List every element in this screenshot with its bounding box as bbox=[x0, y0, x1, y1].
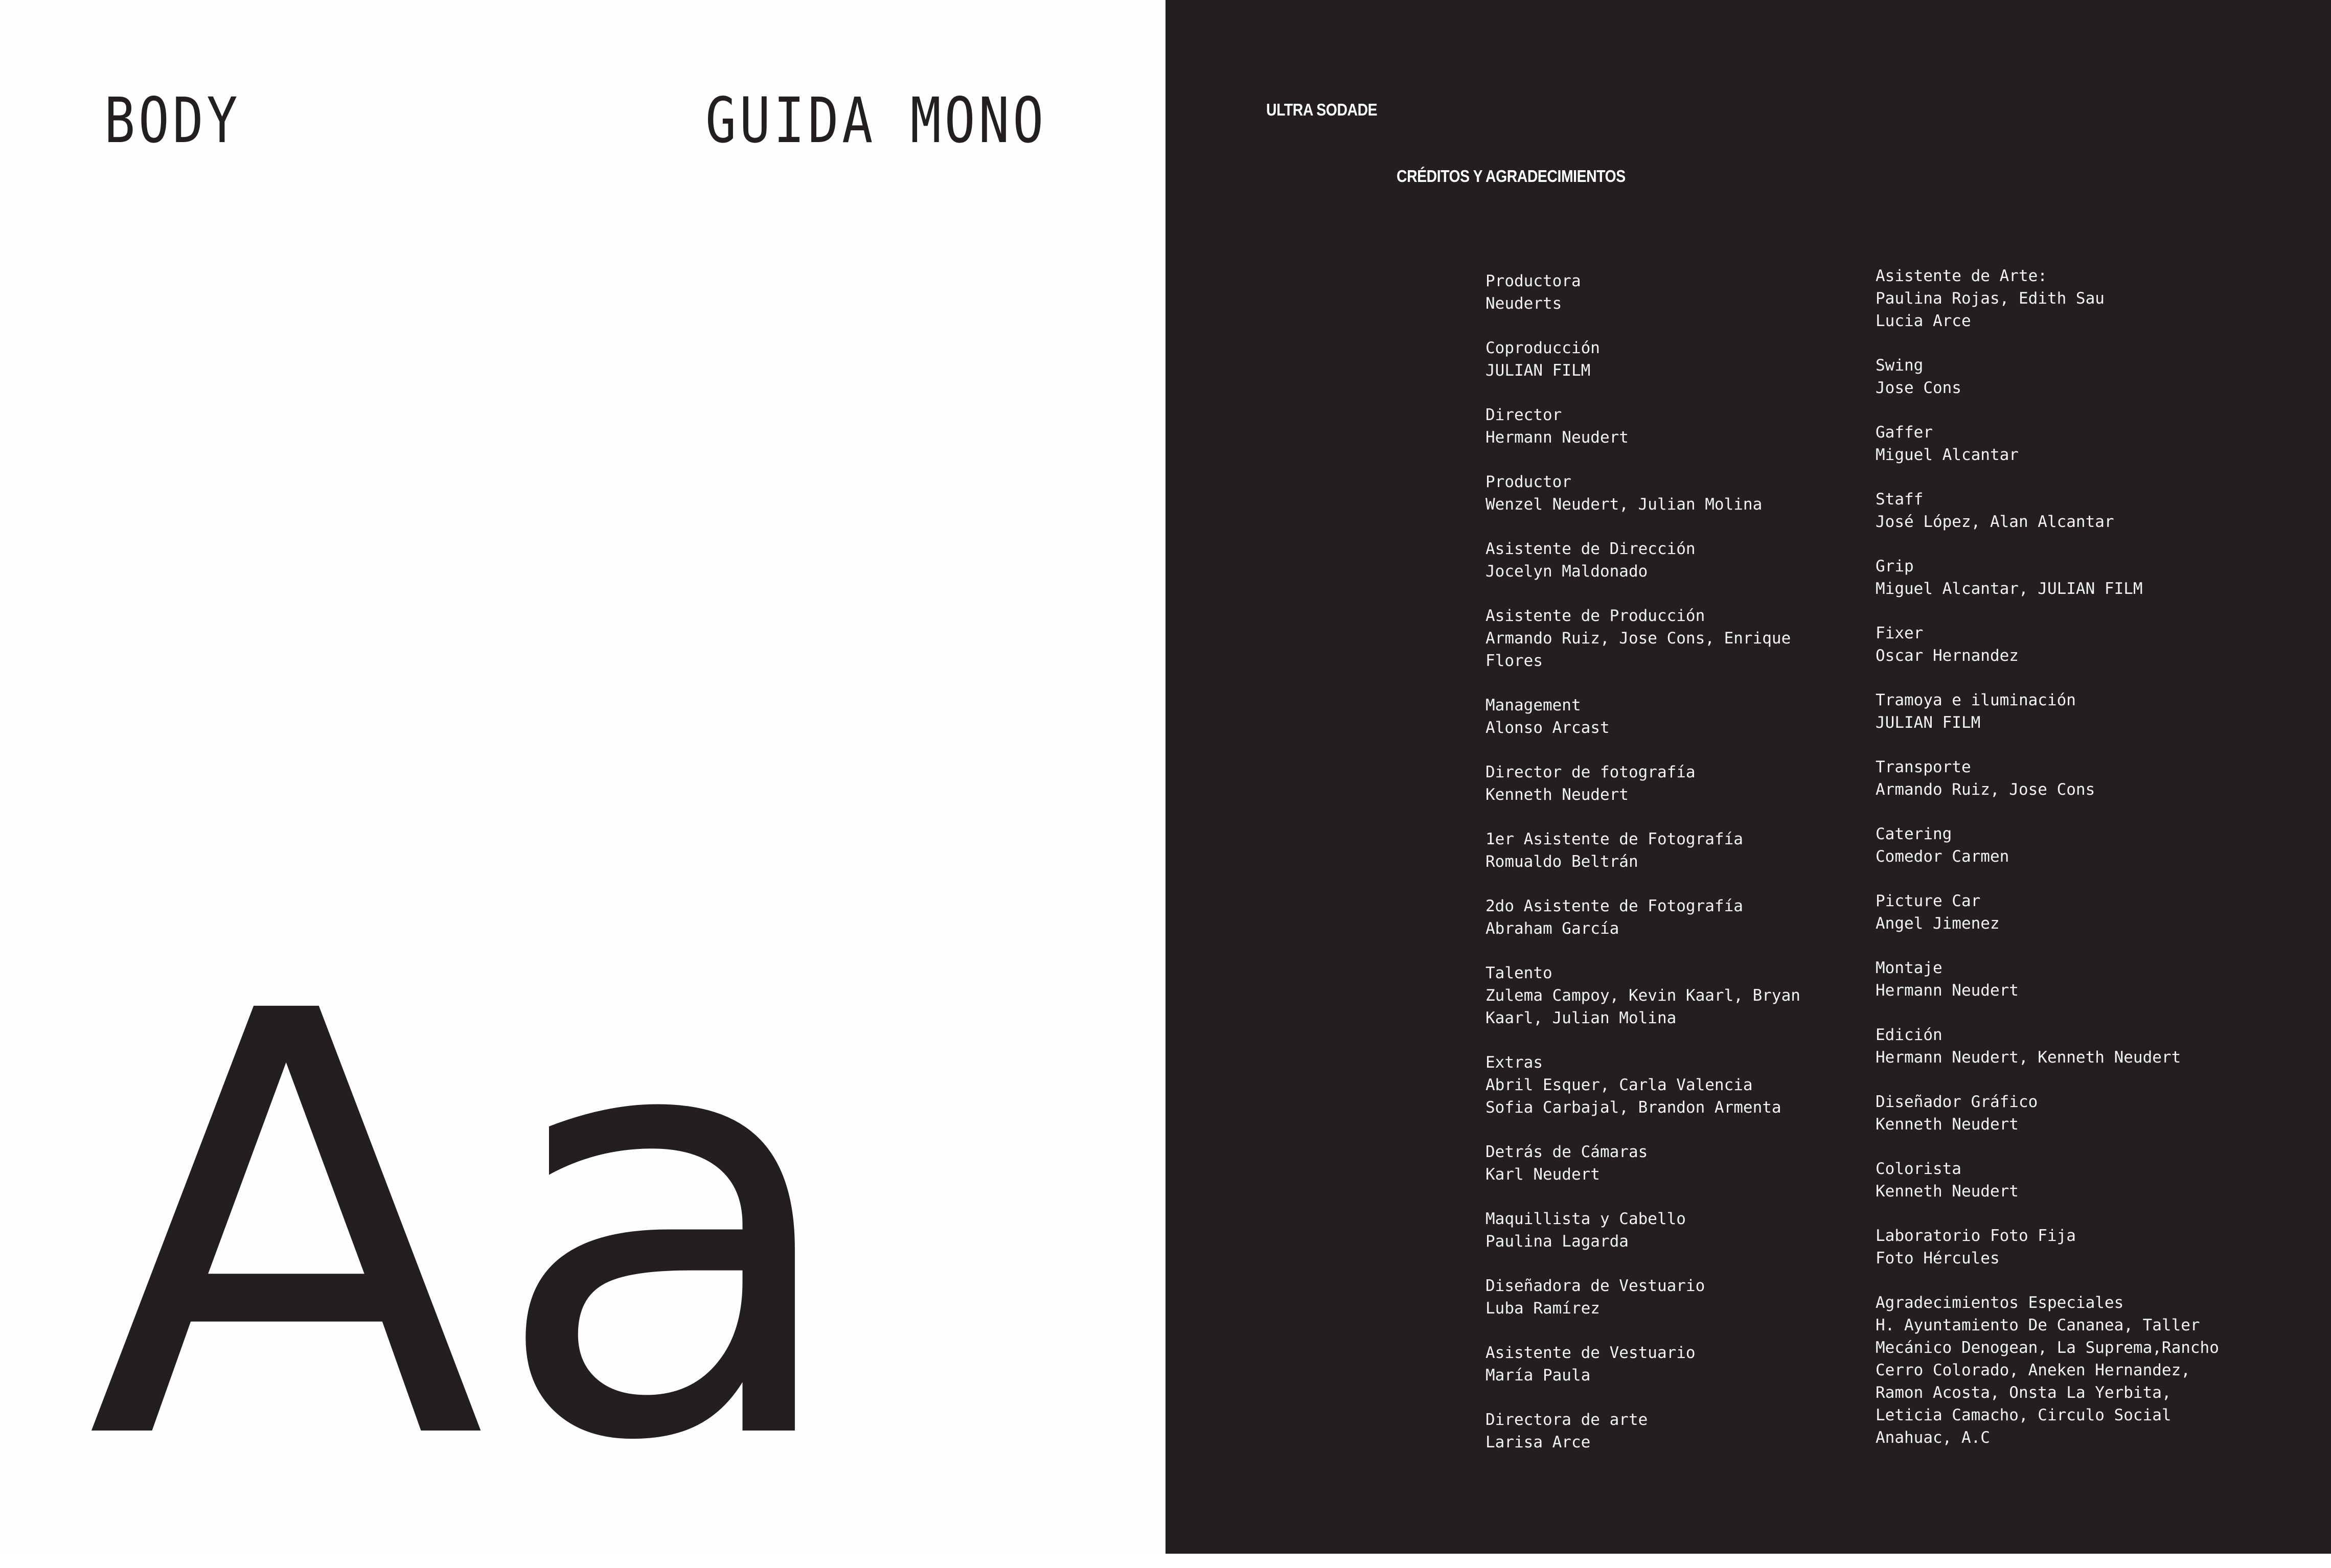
credit-name: Kenneth Neudert bbox=[1486, 786, 1629, 804]
credit-name: Hermann Neudert bbox=[1876, 981, 2019, 1000]
type-specimen: Aa bbox=[87, 890, 853, 1568]
credit-role: Management bbox=[1486, 696, 1581, 714]
credit-entry bbox=[1876, 421, 2219, 466]
credit-name: Alonso Arcast bbox=[1486, 719, 1610, 737]
credits-column-right bbox=[1876, 265, 2219, 1471]
credit-entry bbox=[1486, 761, 1800, 806]
body-label: BODY bbox=[104, 84, 241, 157]
credit-name: Jocelyn Maldonado bbox=[1486, 562, 1648, 581]
credit-entry bbox=[1486, 1342, 1800, 1387]
credit-entry bbox=[1486, 694, 1800, 739]
credit-name: José López, Alan Alcantar bbox=[1876, 513, 2114, 531]
credit-role: Colorista bbox=[1876, 1160, 1961, 1178]
credit-role: Swing bbox=[1876, 356, 1924, 375]
credit-name: Larisa Arce bbox=[1486, 1433, 1591, 1451]
right-page bbox=[1166, 0, 2331, 1554]
credit-entry bbox=[1486, 1275, 1800, 1320]
credit-name: Abril Esquer, Carla Valencia bbox=[1486, 1076, 1753, 1094]
credit-role: 1er Asistente de Fotografía bbox=[1486, 830, 1743, 848]
credit-name: Oscar Hernandez bbox=[1876, 647, 2019, 665]
credit-entry bbox=[1876, 1091, 2219, 1136]
credit-role: Director bbox=[1486, 406, 1562, 424]
film-title: ULTRA SODADE bbox=[1266, 100, 1378, 119]
credit-name: Kenneth Neudert bbox=[1876, 1115, 2019, 1134]
credit-name: JULIAN FILM bbox=[1876, 713, 1981, 732]
credit-entry bbox=[1486, 605, 1800, 672]
credit-role: Fixer bbox=[1876, 624, 1924, 642]
credit-entry bbox=[1486, 471, 1800, 516]
credit-name: Miguel Alcantar bbox=[1876, 446, 2019, 464]
credit-role: Transporte bbox=[1876, 758, 1971, 776]
credits-heading: CRÉDITOS Y AGRADECIMIENTOS bbox=[1397, 167, 1626, 186]
credit-name: Luba Ramírez bbox=[1486, 1299, 1600, 1318]
credit-entry bbox=[1486, 962, 1800, 1029]
credit-role: Directora de arte bbox=[1486, 1411, 1648, 1429]
credit-name: Mecánico Denogean, La Suprema,Rancho bbox=[1876, 1339, 2219, 1357]
credit-role: Extras bbox=[1486, 1053, 1543, 1072]
credit-role: Gaffer bbox=[1876, 423, 1933, 442]
credit-entry bbox=[1486, 404, 1800, 449]
credit-role: Talento bbox=[1486, 964, 1552, 982]
credit-role: Tramoya e iluminación bbox=[1876, 691, 2076, 709]
credit-entry bbox=[1876, 957, 2219, 1002]
credit-role: Picture Car bbox=[1876, 892, 1981, 910]
credit-entry bbox=[1876, 265, 2219, 332]
font-name-label: GUIDA MONO bbox=[705, 84, 1047, 157]
credit-role: Grip bbox=[1876, 557, 1914, 575]
credit-name: Wenzel Neudert, Julian Molina bbox=[1486, 495, 1763, 514]
credit-role: Detrás de Cámaras bbox=[1486, 1143, 1648, 1161]
credit-entry bbox=[1486, 1051, 1800, 1119]
credit-role: Coproducción bbox=[1486, 339, 1600, 357]
credit-name: Sofia Carbajal, Brandon Armenta bbox=[1486, 1098, 1781, 1117]
credit-role: Asistente de Dirección bbox=[1486, 540, 1696, 558]
credit-name: Jose Cons bbox=[1876, 379, 1961, 397]
credit-name: Flores bbox=[1486, 652, 1543, 670]
credit-name: Paulina Rojas, Edith Sau bbox=[1876, 289, 2105, 308]
credit-role: Asistente de Arte: bbox=[1876, 267, 2047, 285]
credit-name: Zulema Campoy, Kevin Kaarl, Bryan bbox=[1486, 986, 1800, 1005]
credit-name: Hermann Neudert, Kenneth Neudert bbox=[1876, 1048, 2181, 1067]
credit-entry bbox=[1486, 828, 1800, 873]
credit-role: Maquillista y Cabello bbox=[1486, 1210, 1686, 1228]
credit-name: Miguel Alcantar, JULIAN FILM bbox=[1876, 580, 2143, 598]
credit-entry bbox=[1876, 1292, 2219, 1449]
credit-name: H. Ayuntamiento De Cananea, Taller bbox=[1876, 1316, 2200, 1334]
credit-entry bbox=[1876, 622, 2219, 667]
credit-entry bbox=[1876, 1225, 2219, 1270]
credit-entry bbox=[1876, 756, 2219, 801]
credit-name: Hermann Neudert bbox=[1486, 428, 1629, 447]
credit-name: Paulina Lagarda bbox=[1486, 1232, 1629, 1251]
credit-role: 2do Asistente de Fotografía bbox=[1486, 897, 1743, 915]
credit-entry bbox=[1486, 337, 1800, 382]
credit-role: Catering bbox=[1876, 825, 1952, 843]
credit-name: Romualdo Beltrán bbox=[1486, 852, 1638, 871]
credit-role: Montaje bbox=[1876, 959, 1942, 977]
credit-name: Abraham García bbox=[1486, 919, 1619, 938]
credit-entry bbox=[1486, 538, 1800, 583]
credit-entry bbox=[1876, 488, 2219, 533]
credit-name: Angel Jimenez bbox=[1876, 914, 2000, 933]
credit-name: Kenneth Neudert bbox=[1876, 1182, 2019, 1201]
credit-role: Laboratorio Foto Fija bbox=[1876, 1227, 2076, 1245]
credit-entry bbox=[1486, 1409, 1800, 1454]
credit-role: Director de fotografía bbox=[1486, 763, 1696, 781]
credit-name: Kaarl, Julian Molina bbox=[1486, 1009, 1677, 1027]
credit-entry bbox=[1876, 689, 2219, 734]
credits-column-left bbox=[1486, 270, 1800, 1475]
credit-role: Productora bbox=[1486, 272, 1581, 290]
credit-entry bbox=[1876, 1024, 2219, 1069]
credit-name: Neuderts bbox=[1486, 294, 1562, 313]
credit-role: Productor bbox=[1486, 473, 1571, 491]
credit-entry bbox=[1876, 555, 2219, 600]
credit-name: JULIAN FILM bbox=[1486, 361, 1591, 380]
credit-entry bbox=[1876, 1158, 2219, 1203]
credit-name: Ramon Acosta, Onsta La Yerbita, bbox=[1876, 1383, 2172, 1402]
credit-name: Armando Ruiz, Jose Cons bbox=[1876, 780, 2095, 799]
credit-name: Anahuac, A.C bbox=[1876, 1428, 1990, 1447]
credit-name: Foto Hércules bbox=[1876, 1249, 2000, 1267]
credit-entry bbox=[1876, 823, 2219, 868]
credit-entry bbox=[1486, 895, 1800, 940]
credit-role: Asistente de Producción bbox=[1486, 607, 1705, 625]
credit-role: Diseñador Gráfico bbox=[1876, 1093, 2038, 1111]
credit-role: Edición bbox=[1876, 1026, 1942, 1044]
credit-entry bbox=[1486, 1208, 1800, 1253]
credit-entry bbox=[1486, 270, 1800, 315]
credit-entry bbox=[1876, 354, 2219, 399]
credit-name: María Paula bbox=[1486, 1366, 1591, 1385]
credit-role: Staff bbox=[1876, 490, 1924, 509]
credit-role: Agradecimientos Especiales bbox=[1876, 1294, 2124, 1312]
credit-name: Leticia Camacho, Circulo Social bbox=[1876, 1406, 2172, 1424]
credit-name: Cerro Colorado, Aneken Hernandez, bbox=[1876, 1361, 2190, 1379]
credit-name: Comedor Carmen bbox=[1876, 847, 2009, 866]
credit-entry bbox=[1876, 890, 2219, 935]
credit-name: Karl Neudert bbox=[1486, 1165, 1600, 1184]
credit-role: Diseñadora de Vestuario bbox=[1486, 1277, 1705, 1295]
credit-name: Lucia Arce bbox=[1876, 312, 1971, 330]
credit-name: Armando Ruiz, Jose Cons, Enrique bbox=[1486, 629, 1791, 648]
credit-role: Asistente de Vestuario bbox=[1486, 1344, 1696, 1362]
credit-entry bbox=[1486, 1141, 1800, 1186]
